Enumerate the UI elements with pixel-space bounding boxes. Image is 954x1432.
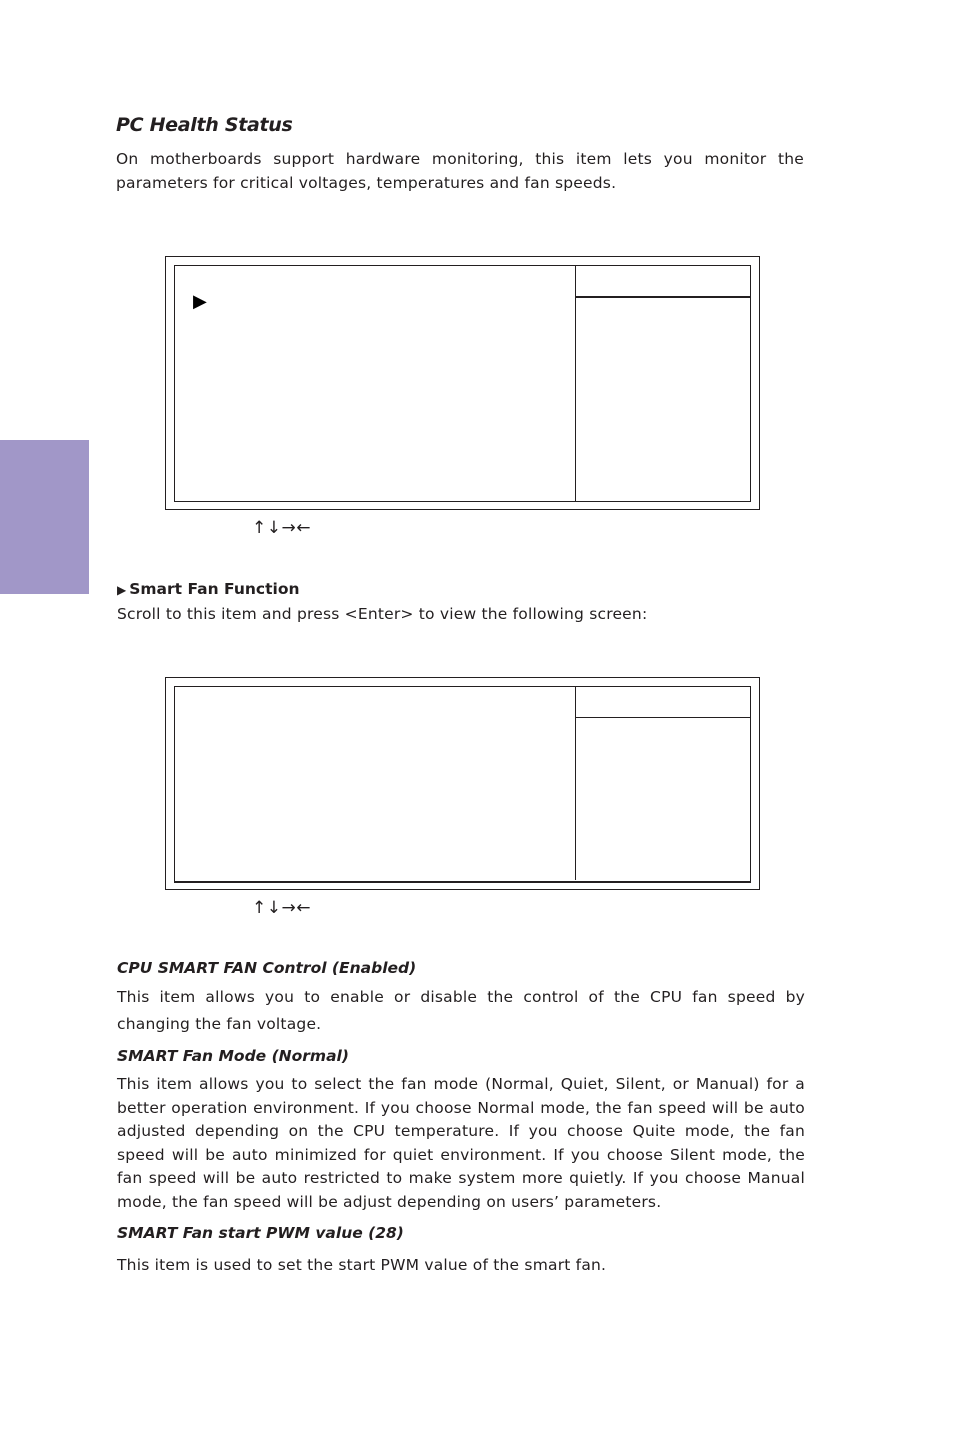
item-title-smart-fan-start-pwm: SMART Fan start PWM value (28) (117, 1224, 404, 1242)
item-text-smart-fan-start-pwm: This item is used to set the start PWM value of the smart fan. (117, 1256, 607, 1274)
navigation-keys-legend: ↑↓→← (252, 518, 311, 538)
navigation-keys-legend: ↑↓→← (252, 898, 311, 918)
smart-fan-heading (117, 580, 300, 598)
smart-fan-instruction: Scroll to this item and press <Enter> to view the following screen: (117, 605, 648, 623)
bios-screen-inner (174, 686, 751, 883)
bios-screen-pc-health (165, 256, 760, 510)
section-title: PC Health Status (116, 114, 293, 136)
chapter-side-tab (0, 440, 89, 594)
section-intro: On motherboards support hardware monitoring, this item lets you monitor the parameters for critical voltages, temperatures and fan speeds. (116, 150, 804, 192)
item-title-cpu-smart-fan-control: CPU SMART FAN Control (Enabled) (117, 959, 417, 977)
selection-arrow-icon: ▶ (193, 291, 207, 312)
item-text-smart-fan-mode: This item allows you to select the fan mode (Normal, Quiet, Silent, or Manual) for a better operation environment. If you choose Normal mode, the fan speed will be auto adjusted depending on the CPU temperature. If you choose Quite mode, the fan speed will be auto minimized for quiet environment. If you choose Silent mode, the fan speed will be auto restricted to make system more quietly. If you choose Manual mode, the fan speed will be adjust depending on users’ parameters. (117, 1075, 805, 1211)
help-panel-divider (576, 296, 750, 298)
bios-help-panel (575, 266, 750, 501)
item-title-smart-fan-mode: SMART Fan Mode (Normal) (117, 1047, 349, 1065)
smart-fan-heading-label: Smart Fan Function (129, 580, 300, 598)
item-text-cpu-smart-fan-control: This item allows you to enable or disable the control of the CPU fan speed by changing the fan voltage. (117, 988, 805, 1033)
bios-screen-inner (174, 265, 751, 502)
triangle-right-icon: ▶ (117, 583, 127, 597)
bios-screen-smart-fan (165, 677, 760, 890)
help-panel-divider (576, 717, 750, 718)
bios-help-panel (575, 687, 750, 880)
